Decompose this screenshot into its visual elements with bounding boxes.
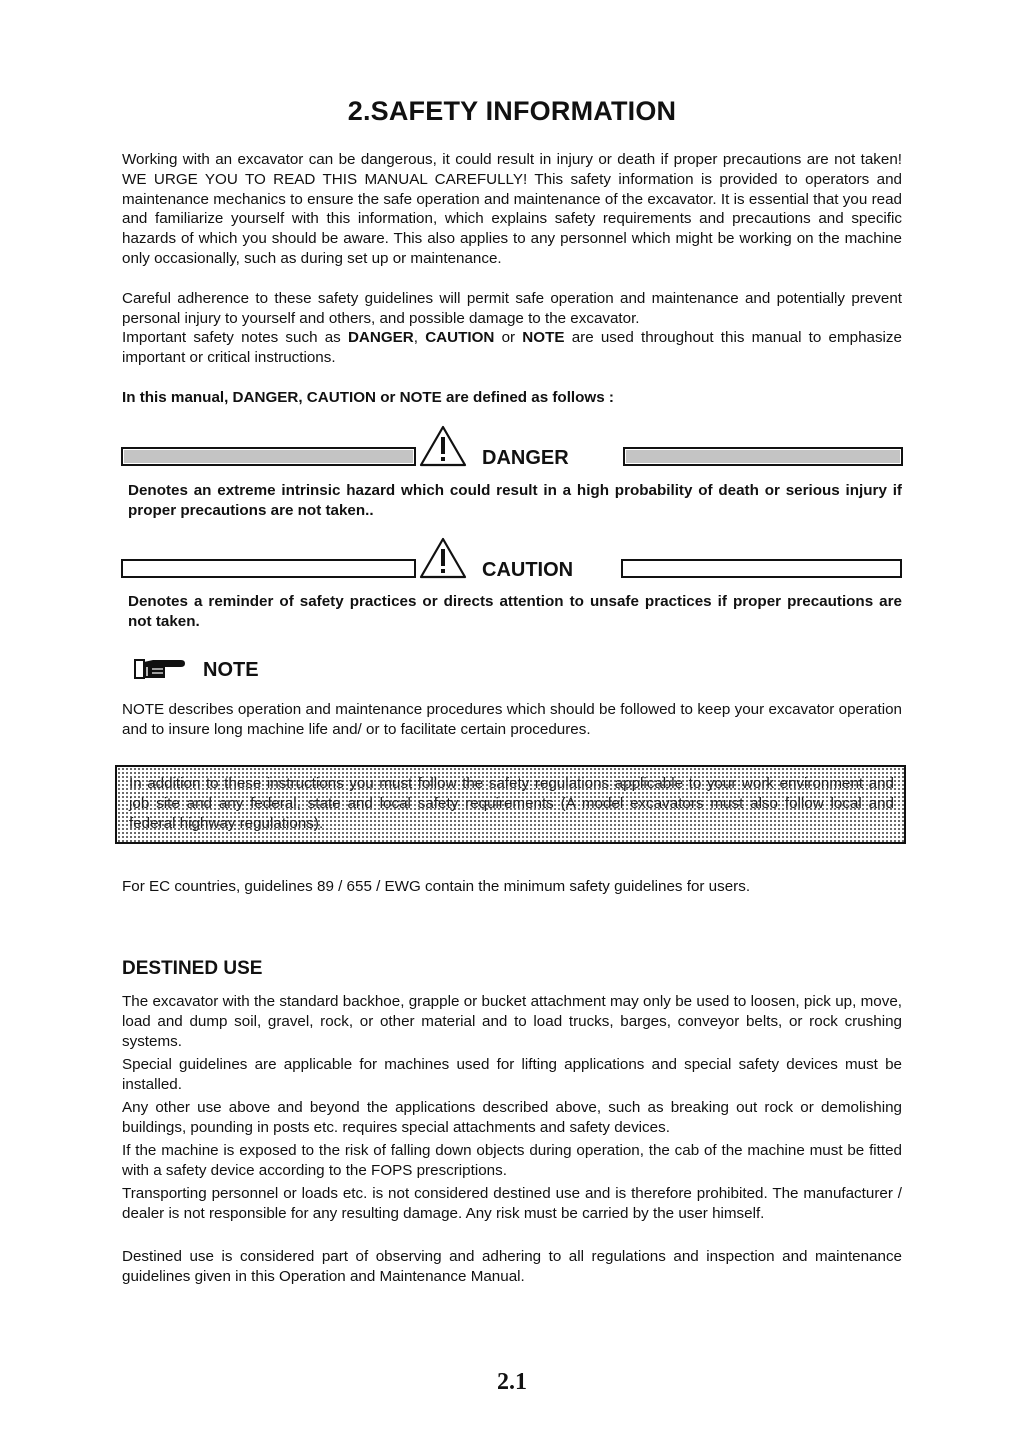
destined-use-paragraph: The excavator with the standard backhoe, grapple or bucket attachment may only be used to loosen, pick up, move, load and dump soil, gravel, rock, or other material and to load trucks, barges, conveyor belts, or rock crushing systems. — [122, 993, 902, 1050]
regulations-box — [115, 765, 906, 844]
intro-p3-caution: CAUTION — [425, 329, 495, 346]
intro-p3-text-a: Important safety notes such as — [122, 329, 348, 346]
intro-p3-text-c: or — [494, 329, 523, 346]
destined-use-paragraph: Special guidelines are applicable for machines used for lifting applications and special safety devices must be installed. — [122, 1056, 902, 1093]
danger-bar-right — [623, 447, 903, 466]
note-label: NOTE — [203, 659, 259, 681]
definitions-intro: In this manual, DANGER, CAUTION or NOTE are defined as follows : — [122, 389, 614, 406]
ec-guidelines: For EC countries, guidelines 89 / 655 / EWG contain the minimum safety guidelines for users. — [122, 878, 751, 895]
intro-paragraph-2: Careful adherence to these safety guidelines will permit safe operation and maintenance and potentially prevent personal injury to yourself and others, and possible damage to the excavator. — [122, 290, 902, 327]
destined-use-paragraph: Any other use above and beyond the applications described above, such as breaking out rock or demolishing buildings, pounding in posts etc. requires special attachments and safety devices. — [122, 1099, 902, 1136]
page-number: 2.1 — [497, 1369, 527, 1395]
warning-triangle-icon — [418, 424, 468, 468]
warning-triangle-icon — [418, 536, 468, 580]
destined-use-paragraph: Transporting personnel or loads etc. is not considered destined use and is therefore prohibited. The manufacturer / dealer is not responsible for any resulting damage. Any risk must be carried by the user himself. — [122, 1185, 902, 1222]
pointing-hand-icon — [133, 656, 187, 682]
destined-use-heading: DESTINED USE — [122, 958, 263, 979]
intro-paragraph-3 — [122, 328, 902, 368]
regulations-text: In addition to these instructions you must follow the safety regulations applicable to your work environment and job site and any federal, state and local safety requirements (A model excavators must also follow local and federal highway regulations). — [129, 775, 894, 832]
intro-p3-text-d: are used throughout this manual to emphasize important or critical instructions. — [122, 329, 902, 366]
page-title: 2.SAFETY INFORMATION — [347, 96, 677, 126]
danger-bar-left — [121, 447, 416, 466]
destined-use-paragraph: If the machine is exposed to the risk of falling down objects during operation, the cab of the machine must be fitted with a safety device according to the FOPS prescriptions. — [122, 1142, 902, 1179]
caution-bar-left — [121, 559, 416, 578]
intro-p3-note: NOTE — [522, 329, 565, 346]
caution-bar-right — [621, 559, 902, 578]
caution-description: Denotes a reminder of safety practices or directs attention to unsafe practices if proper precautions are not taken. — [128, 593, 902, 630]
intro-p3-danger: DANGER — [347, 329, 414, 346]
intro-p3-text-b: , — [413, 329, 426, 346]
intro-paragraph-1: Working with an excavator can be dangerous, it could result in injury or death if proper precautions are not taken! WE URGE YOU TO READ THIS MANUAL CAREFULLY! This safety information is provided to operators and maintenance mechanics to ensure the safe operation and maintenance of the excavator. It is essential that you read and familiarize yourself with this information, which explains safety requirements and precautions and specific hazards of which you should be aware. This also applies to any personnel which might be working on the machine only occasionally, such as during set up or maintenance. — [122, 151, 902, 267]
note-description: NOTE describes operation and maintenance procedures which should be followed to keep your excavator operation and to insure long machine life and/ or to facilitate certain procedures. — [122, 701, 902, 738]
destined-use-paragraph: Destined use is considered part of observing and adhering to all regulations and inspection and maintenance guidelines given in this Operation and Maintenance Manual. — [122, 1248, 902, 1285]
danger-description: Denotes an extreme intrinsic hazard which could result in a high probability of death or serious injury if proper precautions are not taken.. — [128, 482, 902, 519]
caution-label: CAUTION — [482, 559, 574, 581]
danger-label: DANGER — [482, 447, 569, 469]
